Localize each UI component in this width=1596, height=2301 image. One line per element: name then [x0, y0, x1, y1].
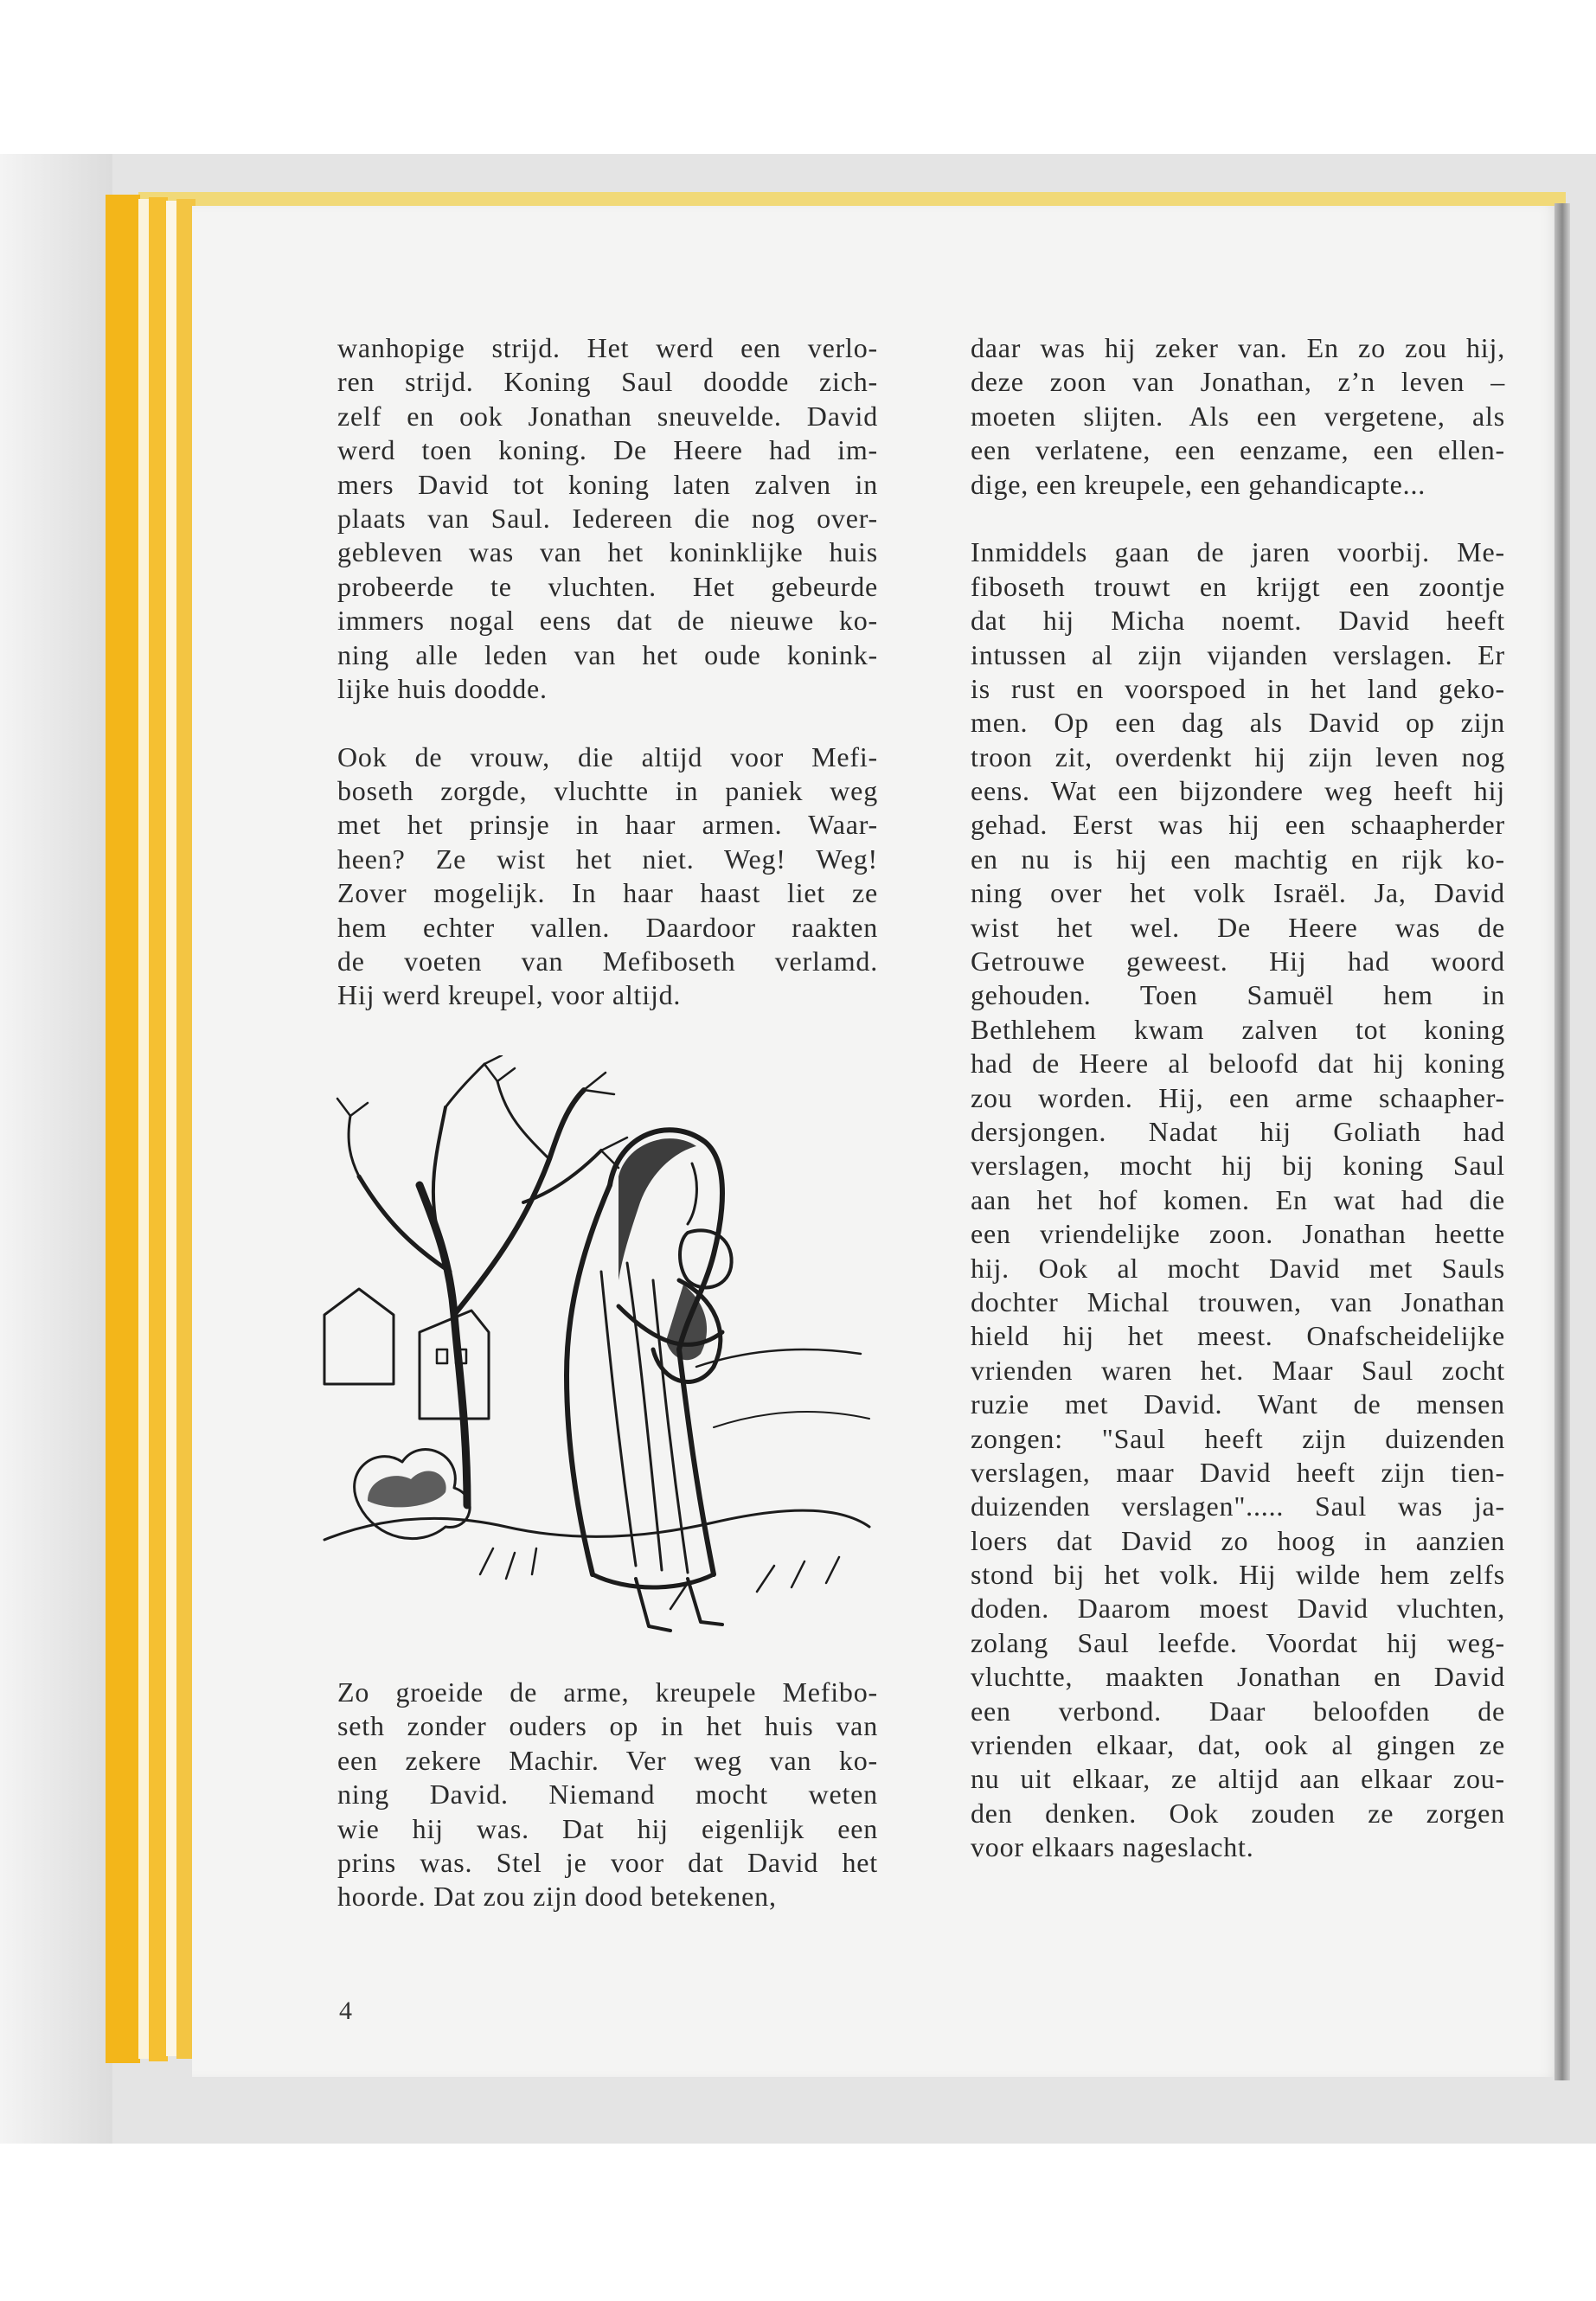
text-line: doden. Daarom moest David vluchten,	[971, 1593, 1505, 1625]
book-spine	[1554, 203, 1570, 2080]
text-line: Bethlehem kwam zalven tot koning	[971, 1013, 1505, 1045]
right-paragraph-1	[971, 331, 1505, 502]
text-line: seth zonder ouders op in het huis van	[337, 1710, 878, 1742]
ground-line	[324, 1510, 869, 1540]
text-line: loers dat David zo hoog in aanzien	[971, 1524, 1505, 1556]
left-paragraph-1	[337, 331, 878, 706]
text-line: deze zoon van Jonathan, z’n leven –	[971, 366, 1505, 398]
left-column-lower	[337, 1676, 878, 1914]
text-line: hij. Ook al mocht David met Sauls	[971, 1252, 1505, 1284]
text-line: Hij werd kreupel, voor altijd.	[337, 979, 682, 1011]
text-line: den denken. Ook zouden ze zorgen	[971, 1797, 1505, 1829]
text-line: prins was. Stel je voor dat David het	[337, 1846, 878, 1878]
text-line: gehad. Eerst was hij een schaapherder	[971, 809, 1505, 841]
text-line: nu uit elkaar, ze altijd aan elkaar zou-	[971, 1763, 1505, 1795]
text-line: plaats van Saul. Iedereen die nog over-	[337, 502, 878, 534]
text-line: wie hij was. Dat hij eigenlijk een	[337, 1812, 878, 1844]
text-line: gebleven was van het koninklijke huis	[337, 536, 878, 568]
left-column	[337, 331, 878, 1013]
text-line: ning alle leden van het oude konink-	[337, 638, 878, 670]
text-line: hoorde. Dat zou zijn dood betekenen,	[337, 1881, 777, 1913]
text-line: intussen al zijn vijanden verslagen. Er	[971, 638, 1505, 670]
text-line: troon zit, overdenkt hij zijn leven nog	[971, 740, 1505, 772]
text-line: duizenden verslagen"..... Saul was ja-	[971, 1490, 1505, 1522]
text-line: is rust en voorspoed in het land geko-	[971, 672, 1505, 704]
text-line: voor elkaars nageslacht.	[971, 1831, 1254, 1863]
text-line: wist het wel. De Heere was de	[971, 911, 1505, 943]
text-line: vrienden waren het. Maar Saul zocht	[971, 1354, 1505, 1386]
text-line: gehouden. Toen Samuël hem in	[971, 979, 1505, 1011]
text-line: dat hij Micha noemt. David heeft	[971, 605, 1505, 637]
text-line: mers David tot koning laten zalven in	[337, 468, 878, 500]
text-line: Ook de vrouw, die altijd voor Mefi-	[337, 740, 878, 772]
text-line: ning over het volk Israël. Ja, David	[971, 877, 1505, 909]
book-top-edge	[138, 192, 1566, 206]
text-line: vrienden elkaar, dat, ook al gingen ze	[971, 1729, 1505, 1761]
text-line: zou worden. Hij, een arme schaapher-	[971, 1081, 1505, 1113]
woman-face	[688, 1163, 696, 1224]
text-line: werd toen koning. De Heere had im-	[337, 434, 878, 466]
text-line: zongen: "Saul heeft zijn duizenden	[971, 1422, 1505, 1454]
house-left	[324, 1289, 394, 1384]
text-line: moeten slijten. Als een vergetene, als	[971, 400, 1505, 432]
tree-twigs	[337, 1055, 627, 1168]
left-paragraph-3	[337, 1676, 878, 1914]
scan-left-margin	[0, 154, 112, 2144]
right-paragraph-2	[971, 535, 1505, 1864]
text-line: heen? Ze wist het niet. Weg! Weg!	[337, 843, 878, 875]
text-line: Inmiddels gaan de jaren voorbij. Me-	[971, 536, 1505, 568]
text-line: Getrouwe geweest. Hij had woord	[971, 945, 1505, 977]
tree-trunk	[420, 1185, 467, 1505]
window	[437, 1349, 447, 1363]
woman-carrying-child-illustration	[307, 1055, 878, 1644]
text-line: dersjongen. Nadat hij Goliath had	[971, 1115, 1505, 1147]
text-line: zelf en ook Jonathan sneuvelde. David	[337, 400, 878, 432]
text-line: verslagen, mocht hij bij koning Saul	[971, 1150, 1505, 1182]
text-line: boseth zorgde, vluchtte in paniek weg	[337, 775, 878, 807]
tree-branch	[445, 1064, 484, 1107]
paragraph-gap	[337, 706, 878, 740]
text-line: stond bij het volk. Hij wilde hem zelfs	[971, 1559, 1505, 1591]
text-line: fiboseth trouwt en krijgt een zoontje	[971, 570, 1505, 602]
tree-branch	[433, 1107, 445, 1228]
tree-branch	[349, 1116, 359, 1176]
text-line: ning David. Niemand mocht weten	[337, 1779, 878, 1811]
text-line: hield hij het meest. Onafscheidelijke	[971, 1320, 1505, 1352]
text-line: een zekere Machir. Ver weg van ko-	[337, 1744, 878, 1776]
text-line: had de Heere al beloofd dat hij koning	[971, 1048, 1505, 1080]
veil-shading	[619, 1138, 696, 1280]
woman-back	[567, 1185, 610, 1574]
hill-line	[714, 1412, 869, 1427]
text-line: de voeten van Mefiboseth verlamd.	[337, 945, 878, 977]
text-line: met het prinsje in haar armen. Waar-	[337, 809, 878, 841]
paragraph-gap	[971, 502, 1505, 535]
page-number: 4	[339, 1997, 352, 2025]
book-page-edge	[149, 197, 168, 2061]
text-line: dochter Michal trouwen, van Jonathan	[971, 1285, 1505, 1317]
tree-branch	[454, 1090, 584, 1315]
text-line: men. Op een dag als David op zijn	[971, 707, 1505, 739]
book-page-edge	[106, 195, 140, 2063]
text-line: lijke huis doodde.	[337, 672, 548, 704]
text-line: Zo groeide de arme, kreupele Mefibo-	[337, 1676, 878, 1708]
right-column	[971, 331, 1505, 1865]
woman-robe-hem	[593, 1574, 714, 1587]
text-line: een vriendelijke zoon. Jonathan heette	[971, 1218, 1505, 1250]
text-line: ren strijd. Koning Saul doodde zich-	[337, 366, 878, 398]
text-line: aan het hof komen. En wat had die	[971, 1183, 1505, 1215]
text-line: probeerde te vluchten. Het gebeurde	[337, 570, 878, 602]
text-line: ruzie met David. Want de mensen	[971, 1388, 1505, 1420]
text-line: een verbond. Daar beloofden de	[971, 1695, 1505, 1727]
text-line: zolang Saul leefde. Voordat hij weg-	[971, 1626, 1505, 1658]
robe-folds	[601, 1263, 688, 1573]
text-line: dige, een kreupele, een gehandicapte...	[971, 468, 1426, 500]
text-line: vluchtte, maakten Jonathan en David	[971, 1661, 1505, 1693]
text-line: hem echter vallen. Daardoor raakten	[337, 911, 878, 943]
text-line: eens. Wat een bijzondere weg heeft hij	[971, 775, 1505, 807]
text-line: wanhopige strijd. Het werd een verlo-	[337, 332, 878, 363]
text-line: een verlatene, een eenzame, een ellen-	[971, 434, 1505, 466]
text-line: en nu is hij een machtig en rijk ko-	[971, 843, 1505, 875]
text-line: Zover mogelijk. In haar haast liet ze	[337, 877, 878, 909]
tree-branch	[497, 1081, 549, 1159]
text-line: immers nogal eens dat de nieuwe ko-	[337, 605, 878, 637]
bush-shading	[368, 1471, 446, 1508]
left-paragraph-2	[337, 740, 878, 1013]
text-line: verslagen, maar David heeft zijn tien-	[971, 1456, 1505, 1488]
text-line: daar was hij zeker van. En zo zou hij,	[971, 332, 1505, 363]
